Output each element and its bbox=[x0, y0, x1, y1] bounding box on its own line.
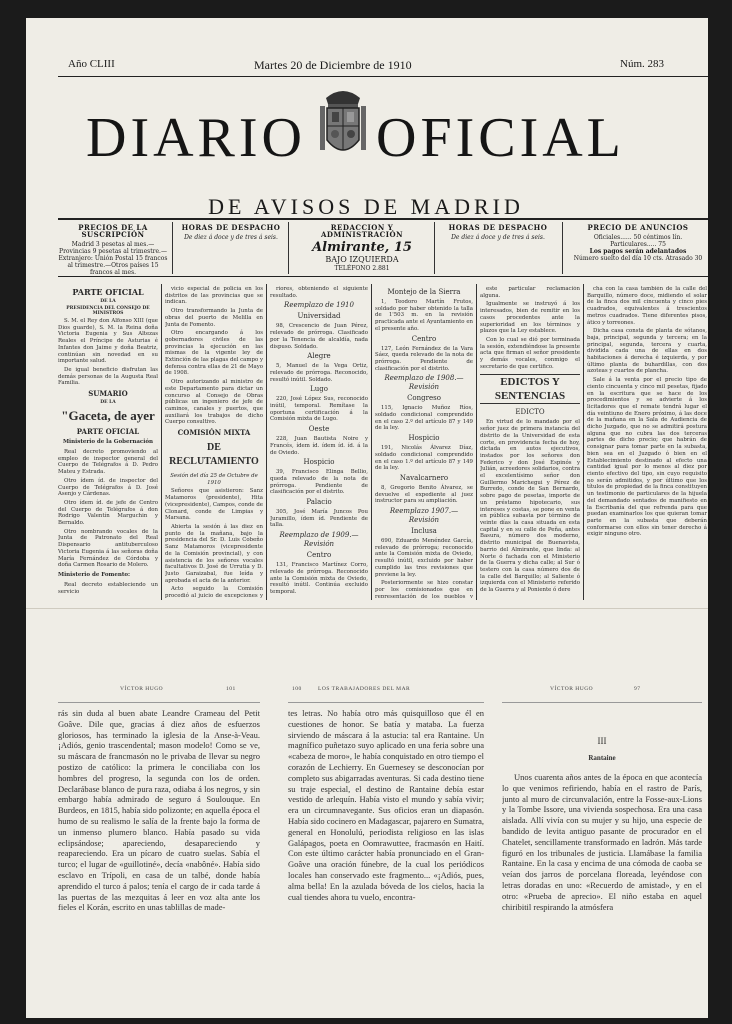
paragraph: 5, Manuel de la Vega Ortiz, relevado de prórroga. Reconocido, resultó inútil. Soldado. bbox=[270, 363, 368, 383]
column-4 bbox=[375, 286, 473, 598]
novel-rule bbox=[502, 702, 702, 703]
session-date: Sesión del día 25 de Octubre de 1910 bbox=[170, 473, 258, 486]
presidency-heading: PRESIDENCIA DEL CONSEJO DE MINISTROS bbox=[66, 306, 150, 316]
right-running-head-author: VÍCTOR HUGO bbox=[550, 686, 594, 692]
ads-title: PRECIO DE ANUNCIOS bbox=[587, 224, 689, 232]
paragraph: Con lo cual se dió por terminada la sesión, extendiéndose la presente acta que firman el señor presidente y demás vocales, conmigo el secretario de que certifico. bbox=[480, 336, 580, 370]
box-divider bbox=[434, 222, 435, 274]
column-3 bbox=[270, 286, 368, 598]
edicts-heading: EDICTOS Y SENTENCIAS bbox=[480, 374, 580, 404]
office-hours-2-body: De diez á doce y de tres á seis. bbox=[451, 234, 545, 241]
paragraph: cha con la casa también de la calle del Barquillo, número doce, midiendo el solar de la finca dos mil cincuenta y cinco pies cuadrados, equivalentes á trescientos metros cuadrados. Tiene diferentes pisos, ático y torreones. bbox=[587, 286, 707, 326]
column-5 bbox=[480, 286, 580, 598]
paragraph: Otro ídem íd. de jefe de Centro del Cuerpo de Telégrafos á don Rodrigo Valentín Marguchin y Bernaldo. bbox=[58, 499, 158, 527]
address-street: Almirante, 15 bbox=[312, 240, 412, 255]
masthead-subtitle: DE AVISOS DE MADRID bbox=[208, 194, 524, 219]
subscription-body: Madrid 3 pesetas al mes.—Provincias 9 pesetas al trimestre.—Extranjero: Unión Postal 15 francos al trimestre.—Otros países 15 francos al mes. bbox=[58, 241, 168, 274]
column-1 bbox=[58, 286, 158, 598]
header-rule bbox=[58, 76, 708, 77]
subheading: Reemplazo de 1910 bbox=[284, 301, 354, 310]
ads-particular: Particulares..... 75 bbox=[610, 241, 666, 248]
district-heading: Congreso bbox=[407, 394, 441, 403]
paragraph: 1, Teodoro Martín Frutos, soldado por haber obtenido la talla de 1'503 m. en la revisión practicada ante el Ayuntamiento en el presente año. bbox=[375, 299, 473, 332]
mid-running-head-title: LOS TRABAJADORES DEL MAR bbox=[318, 686, 411, 692]
subheading: Reemplazo 1907.—Revisión bbox=[389, 507, 459, 525]
paragraph: De igual beneficio disfrutan las demás personas de la Augusta Real Familia. bbox=[58, 366, 158, 387]
ads-official: Oficiales...... 50 céntimos lín. bbox=[593, 234, 683, 241]
address-title: REDACCIÓN Y ADMINISTRACIÓN bbox=[320, 224, 404, 239]
paragraph: Otro encargando á los gobernadores civiles de las provincias la ejecución en las mismas de la vigente ley de Extinción de las plagas del campo y defensa contra ellas de 21 de Mayo de 1908. bbox=[165, 330, 263, 377]
district-heading: Palacio bbox=[306, 498, 332, 507]
paragraph: este particular reclamación alguna. bbox=[480, 286, 580, 299]
commission-heading: COMISIÓN MIXTA bbox=[177, 428, 251, 438]
paragraph: Señores que asistieron: Sanz Matamoros (presidente), Hita (vicepresidente), Campos, conde de Clonard, conde de Limpias y Marsana. bbox=[165, 488, 263, 522]
column-rule bbox=[476, 284, 477, 600]
district-heading: Navalcarnero bbox=[399, 473, 449, 482]
paragraph: S. M. el Rey don Alfonso XIII (que Dios guarde), S. M. la Reina doña Victoria Eugenia y Sus Altezas Reales el Príncipe de Asturias é Infantes don Jaime y doña Beatriz, continúan sin novedad en su importante salud. bbox=[58, 318, 158, 365]
info-rule-top bbox=[58, 218, 708, 220]
chapter-number: III bbox=[597, 736, 607, 746]
official-part-sub: DE LA bbox=[100, 299, 116, 304]
paragraph: Dicha casa consta de planta de sótanos, baja, principal, segunda y tercera; en la principal, segunda, tercera y cuarta, dividida cada una de ellas en dos habitaciones á derecha é izquierda, y por último planta de buhardillas, con dos azoteas y cuartos de plancha. bbox=[587, 328, 707, 375]
paragraph: Otro ídem íd. de inspector del Cuerpo de Telégrafos á D. José Asenjo y Cárdenas. bbox=[58, 477, 158, 498]
paragraph: Abierta la sesión á las diez en punto de la mañana, bajo la presidencia del Sr. D. Luis Cobeño Sanz Matamoros (vicepresidente de la Comisión provincial), y con asistencia de los señores vocales facultativos D. José de Urrutia y D. Justo Garaizabal, fue leída y aprobada el acta de la anterior. bbox=[165, 523, 263, 584]
gaceta-heading: "Gaceta, de ayer bbox=[61, 408, 155, 424]
district-heading: Alegre bbox=[307, 352, 331, 361]
column-rule bbox=[161, 284, 162, 600]
district-heading: Lugo bbox=[310, 385, 328, 394]
district-heading: Hospicio bbox=[408, 434, 440, 443]
paragraph: 131, Francisco Martínez Corro, relevado de prórroga. Reconocido ante la Comisión mixta de Oviedo, resultó inútil. Continúa excluido temporal. bbox=[270, 562, 368, 595]
office-hours-box bbox=[176, 224, 286, 274]
address-phone: TELÉFONO 2.881 bbox=[334, 265, 390, 272]
paragraph: Real decreto promoviendo al empleo de inspector general del Cuerpo de Telégrafos á D. Pedro Mateu y Estrada. bbox=[58, 449, 158, 476]
office-hours-2-title: HORAS DE DESPACHO bbox=[448, 224, 548, 232]
paragraph: Posteriormente se hizo constar por los comisionados que en representación de los pueblos y bbox=[375, 580, 473, 598]
ministry-heading-2: Ministerio de Fomento: bbox=[58, 571, 131, 578]
ads-note: Los pagos serán adelantados bbox=[589, 248, 687, 255]
paragraph: 39, Francisco Elinga Bellio, queda relevado de la nota de prórroga. Pendiente de clasificación por el distrito. bbox=[270, 469, 368, 496]
subscription-title: PRECIOS DE LA SUSCRIPCIÓN bbox=[78, 224, 148, 239]
box-divider bbox=[562, 222, 563, 274]
district-heading: Centro bbox=[411, 334, 437, 343]
paragraph: 127, León Fernández de la Vara Sáez, queda relevado de la nota de prórroga. Pendiente de clasificación por el distrito. bbox=[375, 345, 473, 372]
right-running-head-page: 97 bbox=[634, 686, 641, 692]
paragraph: 220, José López Sus, reconocido inútil, temporal. Remítase la oportuna certificación á la Comisión mixta de Lugo. bbox=[270, 396, 368, 423]
novel-rule bbox=[58, 702, 260, 703]
paragraph: vicio especial de policía en los distritos de las provincias que se indican. bbox=[165, 286, 263, 306]
subscription-box bbox=[58, 224, 168, 274]
mid-running-head-page: 100 bbox=[292, 686, 302, 692]
section-divider bbox=[26, 608, 708, 609]
part-heading: PARTE OFICIAL bbox=[76, 427, 140, 437]
ministry-heading: Ministerio de la Gobernación bbox=[62, 439, 154, 446]
novel-rule bbox=[288, 702, 484, 703]
official-part-heading: PARTE OFICIAL bbox=[72, 287, 144, 297]
box-divider bbox=[172, 222, 173, 274]
ads-price-box bbox=[566, 224, 708, 274]
paragraph: riores, obteniendo el siguiente resultado. bbox=[270, 286, 368, 299]
coat-of-arms-icon bbox=[318, 84, 368, 162]
paragraph: 191, Nicolás Álvarez Díaz, soldado condicional comprendido en el caso 1.º del artículo 87 y 149 de la ley. bbox=[375, 445, 473, 472]
paragraph: 98, Crescencio de Juan Pérez, relevado de prórroga. Clasificado por la Tenencia de alcaldía, nada dispuso. Soldado. bbox=[270, 323, 368, 350]
summary-heading: SUMARIO bbox=[88, 389, 128, 399]
office-hours-box-2 bbox=[438, 224, 558, 274]
district-heading: Oeste bbox=[308, 425, 330, 434]
column-rule bbox=[583, 284, 584, 600]
info-rule-bottom bbox=[58, 276, 708, 277]
column-rule bbox=[266, 284, 267, 600]
ads-loose: Número suelto del día 10 cts. Atrasado 30 bbox=[573, 255, 703, 262]
paragraph: Igualmente se instruyó á los interesados, bien de remitir en los casos procedentes ante la superioridad en los términos y plazos que la Ley establece. bbox=[480, 301, 580, 335]
paragraph: Otro transformando la Junta de obras del puerto de Melilla en Junta de Fomento. bbox=[165, 308, 263, 328]
masthead-title-right: OFICIAL bbox=[376, 107, 625, 169]
column-6 bbox=[587, 286, 707, 598]
district-heading: Hospicio bbox=[303, 458, 335, 467]
recruitment-heading: DE RECLUTAMIENTO bbox=[169, 442, 259, 468]
paragraph: Otro autorizando al ministro de este Departamento para dictar un concurso al Consejo de Obras públicas un ingeniero de jefe de caminos, canales y puertos, que auxiliará los trabajos de dicho Cuerpo consultivo. bbox=[165, 379, 263, 426]
novel-column-middle: tes letras. No había otro más quisquilloso que él en cuestiones de honor. Se batía y mataba. La fuerza sirviendo de máscara á la astucia: tal era Rantaine. Un magnífico puñetazo suyo aplicado en una feria sobre una «cabeza de moro», le había conquistado en otro tiempo el corazón de Lechierry. En Guernesey se desconocían por completo sus abigarradas aventuras. Si cada destino tiene su traje especial, el destino de Rantaine debía estar vestido de arlequín. Había visto el mundo y sabía vivir; era un circumnavegante. Sus oficios eran un diapasón. Había sido cocinero en Madagascar, pajarero en Sumatra, general en Honolulú, periodista religioso en las islas Galápagos, poeta en Oomrawuttee, fracmasón en Haití. Con este último carácter había pronunciado en el Gran-Goâve una oración fúnebre, de la cual los periódicos locales han conservado este fragmento... «¡Adiós, pues, alma bella! En la azulada bóveda de los cielos, hacia la cual tiendes ahora tu vuelo, encontra- bbox=[288, 708, 484, 902]
masthead-title-left: DIARIO bbox=[86, 107, 306, 169]
left-running-head-author: VÍCTOR HUGO bbox=[120, 686, 164, 692]
paragraph: En virtud de lo mandado por el señor juez de primera instancia del distrito de la Universidad de esta corte, en providencia fecha de hoy, dictada en autos ejecutivos, instados por los señores don Federico y don José Espinós y Julián, acreedores solidarios, contra el excelentísimo señor don Guillermo Marichegui y Pérez de Burredo, conde de San Bernardo, sobre pago de pesetas, importe de un préstamo hipotecario, sus intereses y costas, se pone en venta en pública subasta por término de veinte días la casa situada en esta capital y en su calle de Peña, antes Basura, número dos moderno, distrito municipal de Buenavista, barrio del Almirante, que linda: al Norte ó fachada con el Ministerio de la Guerra y dicha calle; al Sur ó testero con la casa número dos de la calle del Barquillo; al Saliente ó izquierda con el Ministerio referido de la Guerra y al Poniente ó dere bbox=[480, 419, 580, 594]
paragraph: 305, José María Juncos Pou Juramillo, ídem íd. Pendiente de talla. bbox=[270, 509, 368, 529]
subheading: Reemplazo de 1908.—Revisión bbox=[384, 374, 464, 392]
paragraph: Acto seguido la Comisión procedió al juicio de excepciones y bbox=[165, 586, 263, 598]
year-label: Año CLIII bbox=[68, 58, 115, 70]
office-hours-title: HORAS DE DESPACHO bbox=[181, 224, 281, 232]
box-divider bbox=[288, 222, 289, 274]
district-heading: Montejo de la Sierra bbox=[387, 288, 461, 296]
novel-column-left: rás sin duda al buen abate Leandre Crameau del Petit Goâve. Dile que, gracias á diez años de esfuerzos gloriosos, has terminado la iglesia de la Anse-à-Veau. ¡Adiós, genio trascendental; mason modelo! Como se ve, su máscara de francmasón no le privaba de llevar su negro postizo de católico: la primera le conciliaba con los hombres del progreso, la segunda con los de orden. Declarábase blanco de pura raza, odiaba á los negros, y sin embargo había admirado de seguro á Soulouque. En Burdeos, en 1815, había sido polizonte; en aquella época el humo de su realismo le salía de la frente bajo la forma de un inmenso plumero blanco. Había pasado su vida eclipsándose; apareciendo, desapareciendo y reapareciendo. Era un pícaro de cuatro suelas. Sabía el turco; el lugar de «guillotiné», decía «nabôné». Había sido esclavo en Trípoli, en casa de un talbé, donde había aprendido el turco á palos; tenía el cargo de ir cada tarde á las puertas de las mezquitas á leer en voz alta ante los fieles el Korán, escrito en unas tablillas de made- bbox=[58, 708, 260, 913]
paragraph: Otro nombrando vocales de la Junta de Patronato del Real Dispensario antituberculoso Victoria Eugenia á las señoras doña María Fernández de Córdoba y doña Carmen Rosario de Molero. bbox=[58, 528, 158, 569]
district-heading: Inclusa bbox=[411, 527, 437, 536]
issue-number: Núm. 283 bbox=[620, 58, 664, 70]
paragraph: Real decreto estableciendo un servicio bbox=[58, 581, 158, 595]
address-box bbox=[292, 224, 432, 274]
column-2 bbox=[165, 286, 263, 598]
office-hours-body: De diez á doce y de tres á seis. bbox=[184, 234, 278, 241]
summary-sub: DE LA bbox=[100, 400, 116, 406]
newspaper-page bbox=[26, 18, 708, 1018]
paragraph: 690, Eduardo Menéndez García, relevado de prórroga; reconocido ante la Comisión mixta de Oviedo, resultó inútil, excluido por haber cumplido las tres revisiones que previene la ley. bbox=[375, 538, 473, 578]
paragraph: Sale á la venta por el precio tipo de ciento cincuenta y cinco mil pesetas, fijado en la escritura que se hace de los procedimientos y se advierte á los licitadores que el remate tendrá lugar el día veintiuno de Enero próximo, á las doce de la mañana en la Sala de Audiencia de dicho Juzgado, que no se admitirá postura alguna que no cubra las dos terceras partes de dicho precio; que habrán de consignar para tomar parte en la subasta, bien sea en el Juzgado ó bien en el Establecimiento destinado al efecto una cantidad igual por lo menos al diez por ciento efectivo del tipo, sin cuyo requisito no serán admitidos, y por último que los títulos de propiedad de la finca constituyen un testimonio de particulares de la hijuela del demandado sentados de manifiesto en la Escribanía del que refrenda para que puedan examinarlos los que quieran tomar parte en la subasta que deberán conformarse con ellos sin tener derecho á exigir ninguno otro. bbox=[587, 377, 707, 538]
paragraph: 115, Ignacio Muñoz Ríos, soldado condicional comprendido en el caso 2.º del artículo 87 y 149 de la ley. bbox=[375, 405, 473, 432]
novel-column-right: Unos cuarenta años antes de la época en que acontecía lo que venimos refiriendo, había en el rastro de París, junto al muro de circunvalación, entre la Fosse-aux-Lions y la Tombe Issore, una vivienda sospechosa. Era una casa aislada. Allí vivía con su mujer y su hijo, una especie de bandido de levita antiguo pasante de procurador en el Chatelet, sencillamente transformado en ladrón. Más tarde figuró en los tribunales de justicia. Llamábase la familia Rantaine. En la casa y encima de una cómoda de caoba se veían dos jarros de porcelana floreada, leyéndose con letras doradas en uno: «Recuerdo de amistad», y en el otro: «Prueba de aprecio». El niño estaba en aquel chiribitil respirando la atmósfera bbox=[502, 772, 702, 912]
column-rule bbox=[371, 284, 372, 600]
edict-heading: EDICTO bbox=[515, 408, 545, 417]
address-floor: BAJO IZQUIERDA bbox=[325, 255, 399, 264]
subheading: Reemplazo de 1909.—Revisión bbox=[279, 531, 359, 549]
district-heading: Universidad bbox=[297, 312, 341, 321]
district-heading: Centro bbox=[306, 551, 332, 560]
date-label: Martes 20 de Diciembre de 1910 bbox=[254, 58, 412, 72]
paragraph: 8, Gregorio Benito Álvarez, se devuelve el expediente al juez instructor para su ampliación. bbox=[375, 484, 473, 505]
chapter-title: Rantaine bbox=[588, 754, 616, 762]
paragraph: 228, Juan Bautista Noire y Francés, ídem íd. ídem íd. íd. á la de Oviedo. bbox=[270, 436, 368, 456]
left-running-head-page: 101 bbox=[226, 686, 236, 692]
